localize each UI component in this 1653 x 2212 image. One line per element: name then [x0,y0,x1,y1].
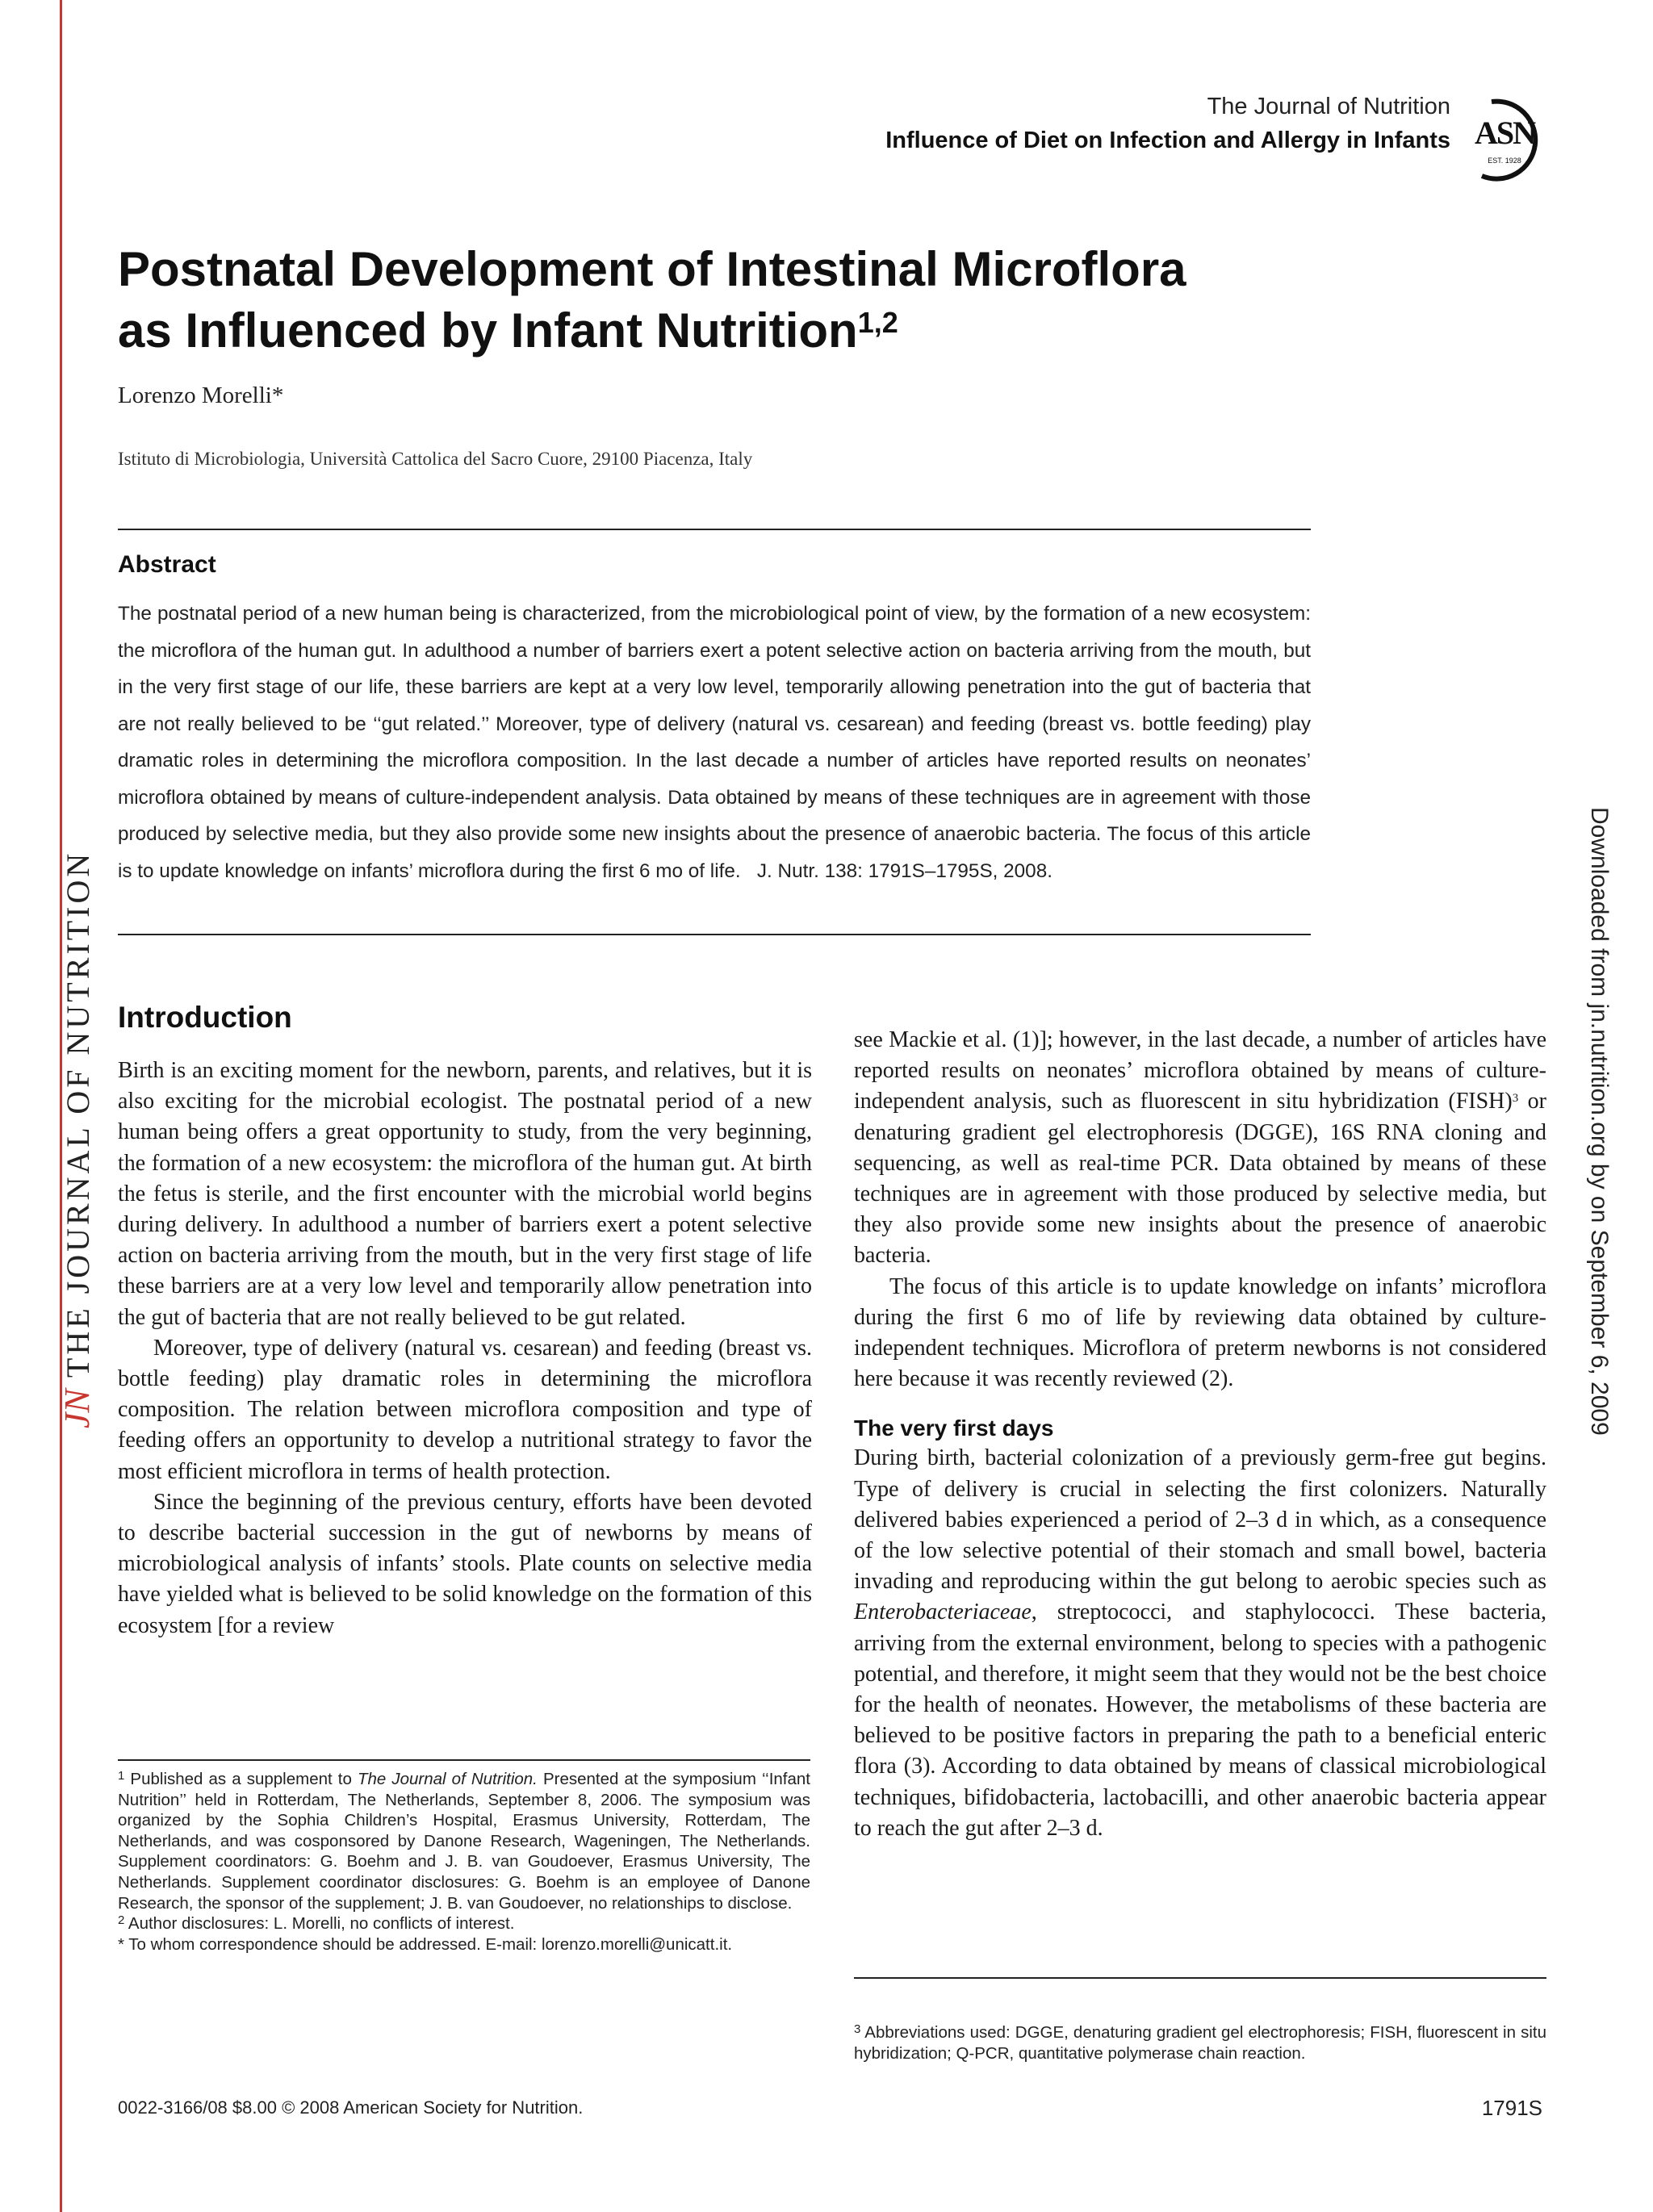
article-title [118,239,1377,362]
jn-mark: JN [57,1389,97,1428]
footnotes-right [854,2022,1546,2064]
footnote-1-mark: 1 [118,1769,125,1783]
first-days-italic: Enterobacteriaceae [854,1599,1032,1625]
intro-paragraph-3-continued [854,1025,1546,1272]
footnote-1-text-a: Published as a supplement to [124,1770,358,1788]
asn-logo-est: EST. 1928 [1488,157,1521,165]
footnote-ref-3: 3 [1512,1092,1519,1106]
right-column [854,1025,1546,1844]
asn-logo [1467,95,1545,184]
asn-logo-text: ASN [1474,115,1535,151]
footnotes-left [118,1769,810,1955]
download-notice: Downloaded from jn.nutrition.org by on September 6, 2009 [1586,807,1613,1436]
title-line-2: as Influenced by Infant Nutrition [118,303,858,358]
journal-side-label [56,702,105,1428]
abstract-citation: J. Nutr. 138: 1791S–1795S, 2008. [756,859,1052,882]
author-name: Lorenzo Morelli* [118,383,284,408]
footnote-3-text: Abbreviations used: DGGE, denaturing gradient gel electrophoresis; FISH, fluorescent in situ hybridization; Q-PCR, quantitative polymerase chain reaction. [854,2023,1546,2063]
footnote-3-mark: 3 [854,2022,861,2036]
first-days-text-a: During birth, bacterial colonization of a previously germ-free gut begins. Type of delivery is crucial in selecting the first colonizers. Naturally delivered babies experienced a period of 2–3 d in which, as a consequence of the low selective potential of their stomach and small bowel, bacteria invading and reproducing within the gut belong to aerobic species such as [854,1445,1546,1595]
introduction-heading: Introduction [118,1001,292,1034]
footnote-1-italic: The Journal of Nutrition. [357,1770,538,1788]
abstract-text [118,596,1311,889]
left-column [118,1056,812,1641]
intro-paragraph-4: The focus of this article is to update knowledge on infants’ microflora during the first 6 mo of life by reviewing data obtained by culture-independent techniques. Microflora of preterm newborns is not considered here because it was recently reviewed (2). [854,1273,1546,1392]
first-days-heading: The very first days [854,1415,1054,1441]
footnote-3 [854,2022,1546,2064]
intro-paragraph-1: Birth is an exciting moment for the newborn, parents, and relatives, but it is also exciting for the microbial ecologist. The postnatal period of a new human being offers a great opportunity to study, from the very beginning, the formation of a new ecosystem: the microflora of the human gut. At birth the fetus is sterile, and the first encounter with the microbial world begins during delivery. In adulthood a number of barriers exert a potent selective action on bacteria arriving from the mouth, but in the very first stage of life these barriers are at a very low level and temporarily allow penetration into the gut of bacteria that are not really believed to be gut related. [118,1058,812,1330]
footnote-2-text: Author disclosures: L. Morelli, no conflicts of interest. [124,1914,515,1934]
page-number: 1791S [1481,2096,1542,2120]
journal-side-name: THE JOURNAL OF NUTRITION [60,850,96,1378]
issn-copyright: 0022-3166/08 $8.00 © 2008 American Society for Nutrition. [118,2097,584,2118]
footnote-1-text-b: Presented at the symposium ‘‘Infant Nutrition’’ held in Rotterdam, The Netherlands, September 8, 2006. The symposium was organized by the Sophia Children’s Hospital, Erasmus University, Rotterdam, The Netherlands, and was cosponsored by Danone Research, Wageningen, The Netherlands. Supplement coordinators: G. Boehm and J. B. van Goudoever, Erasmus University, The Netherlands. Supplement coordinator disclosures: G. Boehm is an employee of Danone Research, the sponsor of the supplement; J. B. van Goudoever, no relationships to disclose. [118,1770,811,1913]
abstract-top-rule [118,529,1311,530]
title-footnote-marks: 1,2 [857,306,898,339]
footnote-rule-right [854,1977,1546,1979]
author-affiliation: Istituto di Microbiologia, Università Cattolica del Sacro Cuore, 29100 Piacenza, Italy [118,449,753,469]
title-line-1: Postnatal Development of Intestinal Microflora [118,242,1186,296]
abstract-heading: Abstract [118,551,216,578]
intro-paragraph-2: Moreover, type of delivery (natural vs. cesarean) and feeding (breast vs. bottle feeding) play dramatic roles in determining the microflora composition. The relation between microflora composition and type of feeding offers an opportunity to develop a nutritional strategy to favor the most efficient microflora in terms of health protection. [118,1335,812,1484]
footnote-2 [118,1913,810,1934]
footnote-1 [118,1769,810,1913]
header-section: Influence of Diet on Infection and Allergy in Infants [885,128,1450,153]
first-days-paragraph [854,1443,1546,1844]
intro-p3-cont-a: see Mackie et al. (1)]; however, in the last decade, a number of articles have reported results on neonates’ microflora obtained by means of culture-independent analysis, such as fluorescent in situ hybridization (FISH) [854,1027,1546,1114]
abstract-bottom-rule [118,934,1311,935]
abstract-body: The postnatal period of a new human being is characterized, from the microbiological point of view, by the formation of a new ecosystem: the microflora of the human gut. In adulthood a number of barriers exert a potent selective action on bacteria arriving from the mouth, but in the very first stage of our life, these barriers are kept at a very low level, temporarily allowing penetration into the gut of bacteria that are not really believed to be ‘‘gut related.’’ Moreover, type of delivery (natural vs. cesarean) and feeding (breast vs. bottle feeding) play dramatic roles in determining the microflora composition. In the last decade a number of articles have reported results on neonates’ microflora obtained by means of culture-independent analysis. Data obtained by means of these techniques are in agreement with those produced by selective media, but they also provide some new insights about the presence of anaerobic bacteria. The focus of this article is to update knowledge on infants’ microflora during the first 6 mo of life. [118,603,1311,882]
footnote-rule-left [118,1759,810,1761]
intro-p3-cont-b: or denaturing gradient gel electrophoresis (DGGE), 16S RNA cloning and sequencing, as well as real-time PCR. Data obtained by means of these techniques are in agreement with those produced by selective media, but they also provide some new insights about the presence of anaerobic bacteria. [854,1089,1546,1269]
footnote-2-mark: 2 [118,1913,125,1928]
header-journal: The Journal of Nutrition [1207,94,1450,119]
first-days-text-b: , streptococci, and staphylococci. These bacteria, arriving from the external environment, belong to species with a pathogenic potential, and therefore, it might seem that they would not be the best choice for the health of neonates. However, the metabolisms of these bacteria are believed to be positive factors in preparing the path to a beneficial enteric flora (3). According to data obtained by means of classical microbiological techniques, bifidobacteria, lactobacilli, and other anaerobic bacteria appear to reach the gut after 2–3 d. [854,1599,1546,1841]
footnote-correspondence: * To whom correspondence should be addressed. E-mail: lorenzo.morelli@unicatt.it. [118,1934,733,1954]
intro-paragraph-3: Since the beginning of the previous century, efforts have been devoted to describe bacterial succession in the gut of newborns by means of microbiological analysis of infants’ stools. Plate counts on selective media have yielded what is believed to be solid knowledge on the formation of this ecosystem [for a review [118,1489,812,1638]
